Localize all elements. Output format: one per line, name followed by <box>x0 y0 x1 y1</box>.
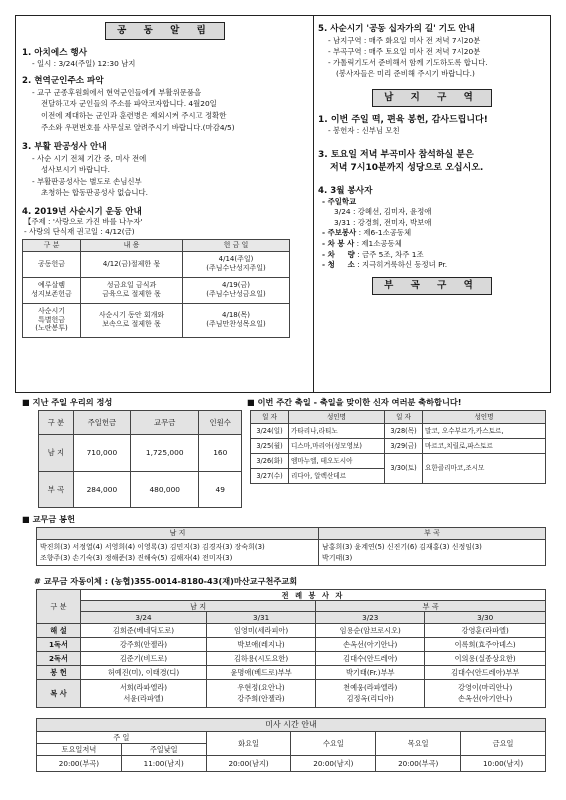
table-cell: 리다아, 알렉산데르 <box>289 469 385 484</box>
table-cell: 가타리나,라티노 <box>289 424 385 439</box>
donor-line: 남홍희(3) 윤계연(5) 신진기(6) 김재홍(3) 신정임(3) <box>322 543 482 551</box>
left-column <box>22 22 308 338</box>
table-cell: 480,000 <box>130 471 199 508</box>
namji-1-line: - 봉헌자 : 신부님 모친 <box>328 126 400 136</box>
role-label: 2독서 <box>37 652 81 666</box>
item-value: : 지극히거룩하신 동정녀 Pr. <box>357 260 448 270</box>
table-cell: 4/14(주일) (주님수난성지주일) <box>183 251 290 277</box>
notice-4-title: 4. 2019년 사순시기 운동 안내 <box>22 206 142 217</box>
column-divider <box>313 15 314 393</box>
common-notice-banner: 공 동 알 림 <box>105 22 225 40</box>
table-header: 헌 금 일 <box>183 239 290 251</box>
table-cell: 강주희(안젤라) <box>81 638 207 652</box>
notice-3-line: - 사순 시기 전체 기간 중, 미사 전에 <box>32 153 147 163</box>
table-cell: 20:00(남지) <box>206 756 291 772</box>
table-cell: 3/25(월) <box>251 439 289 454</box>
donor-line: 박진희(3) 서정열(4) 서영희(4) 이영록(3) 김민지(3) 김경자(3) 장숙희(3) <box>40 543 265 551</box>
table-cell <box>37 540 319 566</box>
table-cell: 4/18(목) (주님만찬성목요일) <box>183 303 290 337</box>
table-cell: 박보애(레지나) <box>206 638 315 652</box>
table-cell: 허예진(미), 이태경(디) <box>81 666 207 680</box>
table-cell: 김희준(베네딕도로) <box>81 624 207 638</box>
table-cell: 이의용(실종상요한) <box>425 652 546 666</box>
list-item <box>322 239 546 250</box>
table-cell: 임영미(세라피아) <box>206 624 315 638</box>
table-header: 구 분 <box>39 411 74 435</box>
feast-title: ■ 이번 주간 축일 - 축일을 맞이한 신자 여러분 축하합니다! <box>247 397 462 407</box>
list-item: 3/31 : 강경희, 전미자, 박보애 <box>334 218 432 228</box>
table-cell: 강영이(마리안나) 손옥선(아기안나) <box>425 680 546 708</box>
notice-5-line: (봉사자들은 미리 준비해 주시기 바랍니다.) <box>336 69 475 79</box>
notice-3-line: - 부활판공성사는 별도로 손님신부 <box>32 176 142 186</box>
table-cell: 사순시기 특별헌금 (노란봉투) <box>23 303 81 337</box>
table-header: 토요일저녁 <box>37 744 122 756</box>
table-row <box>39 435 242 472</box>
table-header: 인원수 <box>199 411 242 435</box>
notice-2-line: - 교구 군종후원회에서 현역군인들에게 부활위문품을 <box>32 87 202 97</box>
table-cell: 말코, 오수부르가,카스토르, <box>423 424 546 439</box>
list-item <box>322 250 546 261</box>
notice-2-body <box>22 87 308 134</box>
donor-table <box>36 527 546 566</box>
table-cell: 3/28(목) <box>385 424 423 439</box>
auto-transfer-line: # 교무금 자동이체 : (농협)355-0014-8180-43(재)마산교구천주교회 <box>34 576 298 586</box>
feast-table <box>250 410 546 484</box>
table-cell: 10:00(남지) <box>461 756 546 772</box>
sunday-school-list <box>318 206 546 228</box>
table-cell: 710,000 <box>73 435 130 472</box>
table-cell: 사순시기 동안 회개와 보속으로 절제한 몫 <box>81 303 183 337</box>
list-item <box>322 260 546 271</box>
table-cell: 3/29(금) <box>385 439 423 454</box>
date-header: 3/30 <box>425 612 546 624</box>
table-cell: 강영훈(라파엘) <box>425 624 546 638</box>
donor-title: ■ 교무금 봉헌 <box>22 514 75 524</box>
table-cell: 김대수(안드레아) <box>316 652 425 666</box>
table-row <box>251 439 546 454</box>
table-cell: 임용순(암브로시오) <box>316 624 425 638</box>
table-cell: 마르코,치릴로,파스토르 <box>423 439 546 454</box>
list-item <box>322 228 546 239</box>
table-cell: 김하용(시도요한) <box>206 652 315 666</box>
table-header: 주 일 <box>37 732 207 744</box>
item-value: : 제1소공동체 <box>356 238 402 248</box>
notice-5-line: - 남지구역 : 매주 화요일 미사 전 저녁 7시20분 <box>328 35 481 45</box>
item-label: - 청 소 <box>322 260 355 270</box>
table-row <box>23 303 290 337</box>
notice-5-line: - 가톨릭기도서 준비해서 함께 기도하도록 합니다. <box>328 57 488 67</box>
table-header: 구 분 <box>37 590 81 624</box>
list-item: 3/24 : 강혜선, 김미자, 윤정애 <box>334 207 432 217</box>
table-cell: 11:00(남지) <box>121 756 206 772</box>
table-cell: 20:00(남지) <box>291 756 376 772</box>
table-header: 내 용 <box>81 239 183 251</box>
table-cell: 천예웅(라파엘라) 김정옥(리디아) <box>316 680 425 708</box>
table-row <box>39 471 242 508</box>
notice-5-body <box>318 35 546 79</box>
notice-4-line: - 사랑의 단식재 권고일 : 4/12(금) <box>24 226 135 236</box>
notice-1-title: 1. 아치에스 행사 <box>22 47 88 58</box>
table-row <box>37 624 546 638</box>
table-cell: 1,725,000 <box>130 435 199 472</box>
altar-server-table <box>36 589 546 708</box>
table-header: 구 분 <box>23 239 81 251</box>
table-header: 교무금 <box>130 411 199 435</box>
namji-3-title: 3. 토요일 저녁 부곡미사 참석하실 분은 <box>318 149 474 160</box>
table-cell: 284,000 <box>73 471 130 508</box>
table-cell: 3/27(수) <box>251 469 289 484</box>
item-label: - 차 봉 사 <box>322 238 355 248</box>
notice-2-line: 이전에 제대하는 군인과 훈련병은 제외시켜 주시고 정확한 <box>41 111 227 121</box>
table-cell: 49 <box>199 471 242 508</box>
table-header: 목요일 <box>376 732 461 756</box>
right-column <box>318 22 546 295</box>
table-header: 주일낮일 <box>121 744 206 756</box>
table-cell: 공동헌금 <box>23 251 81 277</box>
table-cell: 손옥선(아기안나) <box>316 638 425 652</box>
table-cell: 3/30(토) <box>385 454 423 484</box>
role-label: 해 설 <box>37 624 81 638</box>
table-row <box>251 454 546 469</box>
donor-line: 조향주(3) 손기숙(3) 정해준(3) 진해숙(5) 김해자(4) 전미자(3) <box>40 553 233 562</box>
table-row <box>37 540 546 566</box>
mass-time-table <box>36 718 546 772</box>
item-label: - 주보봉사 <box>322 228 357 238</box>
table-cell: 20:00(부곡) <box>37 756 122 772</box>
table-row <box>37 756 546 772</box>
row-label: 남 지 <box>39 435 74 472</box>
namji-4-title: 4. 3월 봉사자 <box>318 186 373 197</box>
notice-3-title: 3. 부활 판공성사 안내 <box>22 141 107 152</box>
table-cell: 김준기(비드로) <box>81 652 207 666</box>
table-cell: 김대수(안드레아)부부 <box>425 666 546 680</box>
namji-3-title-cont: 저녁 7시10분까지 성당으로 오십시오. <box>330 162 484 173</box>
notice-3-line: 성사보시기 바랍니다. <box>41 165 110 175</box>
namji-1-title: 1. 이번 주일 떡, 편육 봉헌, 감사드립니다! <box>318 115 488 126</box>
table-row <box>37 652 546 666</box>
notice-5-line: - 부곡구역 : 매주 토요일 미사 전 저녁 7시20분 <box>328 46 481 56</box>
table-header: 부 곡 <box>316 601 546 612</box>
table-header: 금요일 <box>461 732 546 756</box>
table-cell: 4/19(금) (주님수난성금요일) <box>183 277 290 303</box>
table-cell: 엠마누엘, 테오도시아 <box>289 454 385 469</box>
table-cell: 4/12(금)절제한 몫 <box>81 251 183 277</box>
table-row <box>251 424 546 439</box>
table-cell: 우현정(요안나) 강주희(안젤라) <box>206 680 315 708</box>
table-cell: 윤명애(베드로)부부 <box>206 666 315 680</box>
table-cell: 디스마,마리아(성모영보) <box>289 439 385 454</box>
item-label: - 차 량 <box>322 249 355 259</box>
table-cell: 성금요일 금식과 금육으로 절제한 몫 <box>81 277 183 303</box>
table-cell: 160 <box>199 435 242 472</box>
table-header: 화요일 <box>206 732 291 756</box>
table-cell: 이록희(효주아녜스) <box>425 638 546 652</box>
bugok-banner: 부 곡 구 역 <box>372 277 492 295</box>
date-header: 3/23 <box>316 612 425 624</box>
table-cell: 예루살렘 성지보존헌금 <box>23 277 81 303</box>
row-label: 부 곡 <box>39 471 74 508</box>
table-cell: 서희(라파엘라) 서윤(라파엘) <box>81 680 207 708</box>
notice-2-title: 2. 현역군인주소 파악 <box>22 75 104 86</box>
date-header: 3/24 <box>81 612 207 624</box>
table-cell <box>319 540 546 566</box>
role-label: 1독서 <box>37 638 81 652</box>
table-row <box>37 638 546 652</box>
namji-banner: 남 지 구 역 <box>372 89 492 107</box>
table-cell: 3/24(일) <box>251 424 289 439</box>
volunteer-list <box>318 228 546 271</box>
notice-4-theme: 【주제 : '사랑으로 가진 바를 나누자' <box>24 217 143 227</box>
fast-offering-table <box>22 239 290 338</box>
table-header: 일 자 <box>251 411 289 424</box>
mass-title: 미사 시간 안내 <box>37 719 546 732</box>
notice-5-title: 5. 사순시기 '공동 십자가의 길' 기도 안내 <box>318 24 475 34</box>
donor-line: 박기태(3) <box>322 553 353 562</box>
table-row <box>23 277 290 303</box>
table-title: 전 례 봉 사 자 <box>81 590 546 601</box>
table-cell: 3/26(화) <box>251 454 289 469</box>
table-row <box>37 666 546 680</box>
table-header: 일 자 <box>385 411 423 424</box>
notice-1-line: - 일시 : 3/24(주일) 12:30 남지 <box>32 58 136 68</box>
notice-3-body <box>22 153 308 199</box>
notice-2-line: 주소와 우편번호를 사무실로 알려주시기 바랍니다.(마감4/5) <box>41 123 235 133</box>
offering-title: ■ 지난 주일 우리의 정성 <box>22 397 113 407</box>
table-row <box>23 251 290 277</box>
table-header: 남 지 <box>37 528 319 540</box>
notice-2-line: 전달하고자 군인들의 주소를 파악코자합니다. 4월20일 <box>41 99 217 109</box>
table-header: 성인명 <box>423 411 546 424</box>
table-cell: 요한클리마코,조시모 <box>423 454 546 484</box>
offering-table <box>38 410 242 508</box>
table-header: 부 곡 <box>319 528 546 540</box>
role-label: 봉 헌 <box>37 666 81 680</box>
role-label: 복 사 <box>37 680 81 708</box>
table-row <box>37 680 546 708</box>
table-cell: 박기태(Fr.)부부 <box>316 666 425 680</box>
table-header: 수요일 <box>291 732 376 756</box>
item-value: : 금주 5조, 차주 1조 <box>357 249 424 259</box>
item-value: : 제6-1소공동체 <box>358 228 412 238</box>
table-cell: 20:00(부곡) <box>376 756 461 772</box>
sunday-school-label: - 주일학교 <box>322 196 357 206</box>
table-header: 남 지 <box>81 601 316 612</box>
notice-3-line: 초청하는 합동판공성사 없습니다. <box>41 188 149 198</box>
table-header: 성인명 <box>289 411 385 424</box>
table-header: 주일헌금 <box>73 411 130 435</box>
date-header: 3/31 <box>206 612 315 624</box>
